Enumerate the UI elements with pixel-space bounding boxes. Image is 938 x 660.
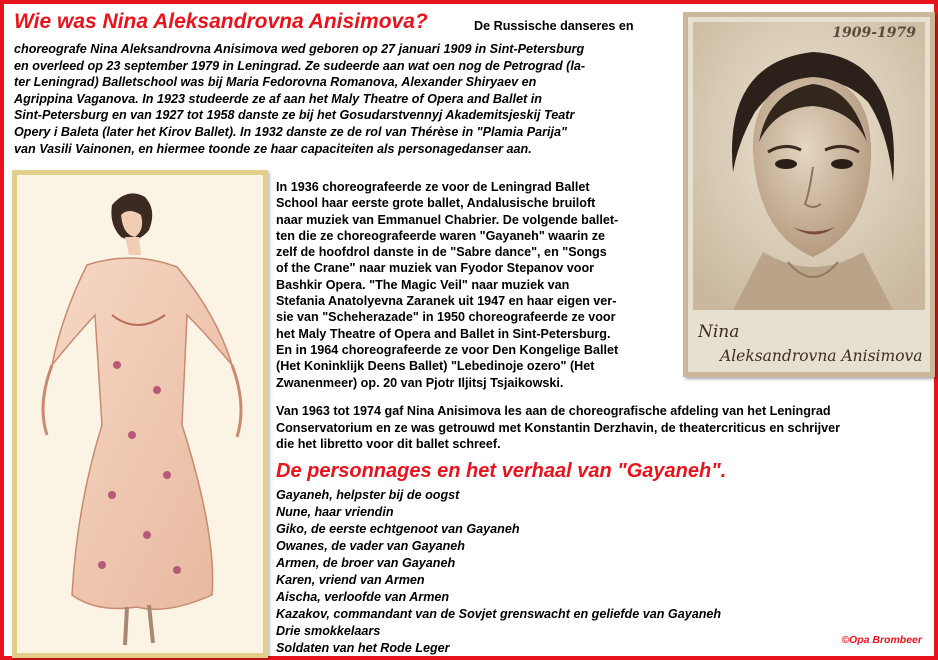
portrait-photo-icon [693,22,925,310]
page-title: Wie was Nina Aleksandrovna Anisimova? [14,10,428,33]
career-paragraph: In 1936 choreografeerde ze voor de Leningrad Ballet School haar eerste grote ballet, Andalusische bruiloft naar muziek van Emmanuel Chabrier. De volgende ballet- ten die ze choreografeerde waren "Gayaneh" waarin ze zelf de hoofdrol danste in de "Sabre dance", en "Songs of the Crane" naar muziek van Fyodor Stepanov voor Bashkir Opera. "The Magic Veil" naar muziek van Stefania Anatolyevna Zaranek uit 1947 en haar eigen ver- sie van "Scheherazade" in 1950 choreografeerde ze voor het Maly Theatre of Opera and Ballet in Sint-Petersburg. En in 1964 choreografeerde ze voor Den Kongelige Ballet (Het Koninklijk Deens Ballet) "Lebedinoje ozero" (Het Zwanenmeer) op. 20 van Pjotr Iljitsj Tsjaikowski. [276,180,619,390]
teaching-paragraph: Van 1963 tot 1974 gaf Nina Anisimova les aan de choreografische afdeling van het Leningrad Conservatorium en ze was getrouwd met Konstantin Derzhavin, de theatercriticus en schrijver die het libretto voor dit ballet schreef. [276,404,841,452]
list-item: Drie smokkelaars [276,624,381,638]
list-item: Armen, de broer van Gayaneh [276,556,456,570]
costume-sketch-card [12,170,268,658]
intro-paragraph: choreografe Nina Aleksandrovna Anisimova wed geboren op 27 januari 1909 in Sint-Petersburg en overleed op 23 september 1979 in Leningrad. Ze sudeerde aan wat oen nog de Petrograd (la- ter Leningrad) Balletschool was bij Maria Fedorovna Romanova, Alexander Shiryaev en Agrippina Vaganova. In 1923 studeerde ze af aan het Maly Theatre of Opera and Ballet in Sint-Petersburg en van 1927 tot 1958 danste ze bij het Gosudarstvennyj Akademitsjeskij Teatr Opery i Baleta (later het Kirov Ballet). In 1932 danste ze de rol van Thérèse in "Plamia Parija" van Vasili Vainonen, en hiermee toonde ze haar capaciteiten als personagedanser aan. [14,42,586,156]
list-item: Nune, haar vriendin [276,505,394,519]
list-item: Giko, de eerste echtgenoot van Gayaneh [276,522,520,536]
costume-sketch-icon [17,175,263,653]
intro-lead-text: De Russische danseres en [474,19,634,33]
list-item: Gayaneh, helpster bij de oogst [276,488,460,502]
list-item: Owanes, de vader van Gayaneh [276,539,465,553]
section-title: De personnages en het verhaal van "Gayaneh". [276,460,727,482]
portrait-card [683,12,935,377]
portrait-caption-last: Aleksandrovna Anisimova [720,347,923,365]
portrait-caption-first: Nina [698,322,740,342]
list-item: Karen, vriend van Armen [276,573,425,587]
character-list [276,487,721,657]
portrait-years: 1909-1979 [832,25,916,41]
list-item: Aischa, verloofde van Armen [276,590,450,604]
list-item: Soldaten van het Rode Leger [276,641,450,655]
list-item: Kazakov, commandant van de Sovjet grenswacht en geliefde van Gayaneh [276,607,722,621]
copyright-notice: ©Opa Brombeer [841,634,922,646]
